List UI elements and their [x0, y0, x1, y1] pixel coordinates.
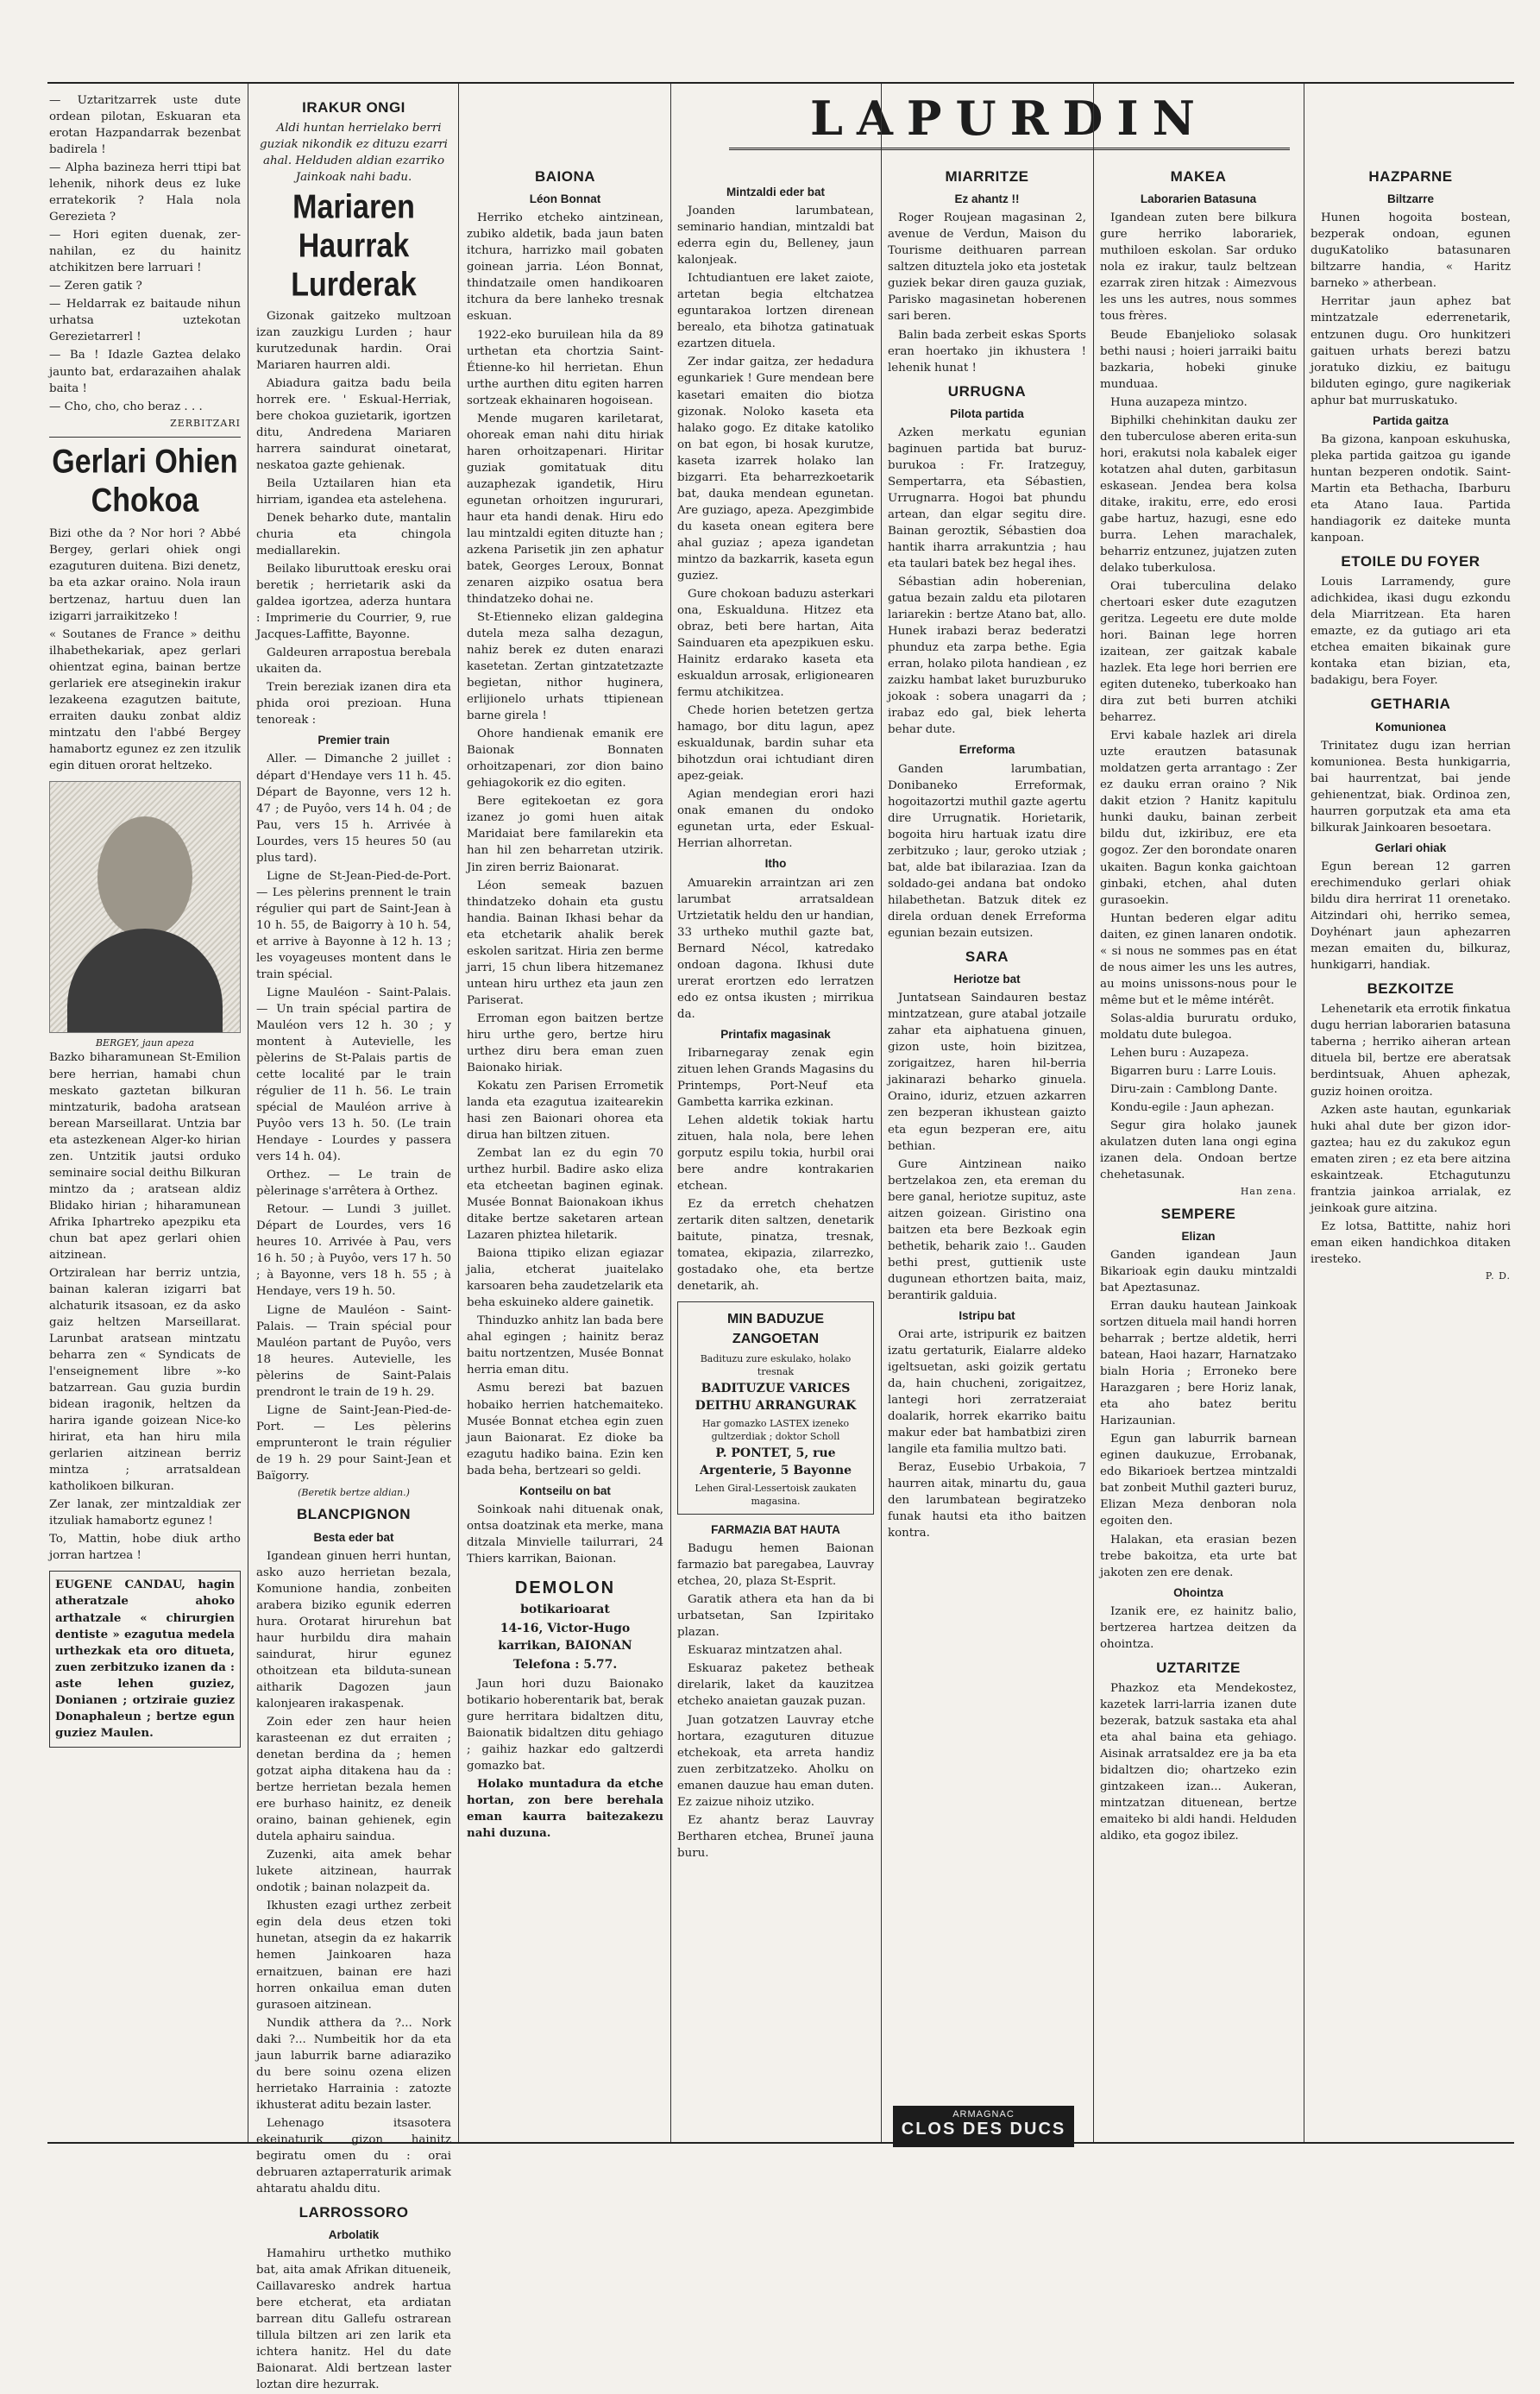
paragraph: Garatik athera eta han da bi urbatsetan, San Izpiritako plazan.: [677, 1593, 874, 1640]
paragraph: Zer indar gaitza, zer hedadura egunkariek ! Gure mendean bere kasetari emaiten dio biotza gizonak. Noloko kaseta eta halako gogo. Ez ditake katoliko on bat egon, bi hosak kurutze, kaseta izarrek holako lan bizgarri. Eta beharrezkoetarik bat, dauka mendean egunetan. Are guziago, apeza. Apezgimbide du kaseta onean egitera bere ahal guziaz ; apeza igandetan mintzo da bazkarrik, kaseta egun guziez.: [677, 356, 874, 583]
paragraph: Ichtudiantuen ere laket zaiote, artetan begia eltchatzea eguntarakoa lortzen direnean berealo, eta bihotza gatinatuak ezartzen dituela.: [677, 272, 874, 351]
paragraph: Ohore handienak emanik ere Baionak Bonnaten orhoitzapenari, zor dion baino gehiagokorik ez dio egiten.: [467, 728, 663, 791]
advert-title: DEMOLON: [514, 1578, 616, 1597]
paragraph: Igandean ginuen herri huntan, asko auzo herrietan bezala, Komunione handia, zonbeiten arabera biziko egunik ederren hura. Orotarat hirurehun bat haur hurbildu dira mahain saindurat, hirur egunez othoitzean eta bilduta-sunean aitharik Dagozen jaun kalonjearen irakaspenak.: [256, 1549, 451, 1711]
paragraph: Hamahiru urthetko muthiko bat, aita amak Afrikan ditueneik, Caillavaresko andrek hartua bere etcherat, eta ardiatan barrean ditu Gallefu ostrarean tillula biltzen ari zen larik eta ichtera hanitz. Hel du date Baionarat. Aldi bertzean laster loztan dire hezurrak.: [256, 2247, 451, 2392]
paragraph: Aller. — Dimanche 2 juillet : départ d'Hendaye vers 11 h. 45. Départ de Bayonne, vers 12 h. 47 ; de Puyôo, vers 14 h. 04 ; de Pau, vers 15 h. Arrivée à Lourdes, vers 15 heures 50 (au plus tard).: [256, 753, 451, 865]
paragraph: Roger Roujean magasinan 2, avenue de Verdun, Maison du Tourisme deithuaren parrean saltzen dituztela joko eta jostetak guziek bekar diren gauza guziak, Parisko magasinetan hoberenen sari beren.: [888, 211, 1086, 324]
advert-phone: Telefona : 5.77.: [512, 1657, 618, 1672]
section-title: SEMPERE: [1160, 1205, 1236, 1222]
column-6: [1100, 161, 1297, 2133]
paragraph: Juntatsean Saindauren bestaz mintzatzean, gure atabal jotzaile zahar eta aiphatuena ginuen, gizon uste, hoin bizitzea, zorigaitzez, haren hil-berria jakinarazi beharko ginuela. Oraino, iduriz, etzuen azkarren zen bezperan ikhustean gaizto eta egun bezperan ere, aitu bethian.: [888, 992, 1086, 1153]
paragraph: Juan gotzatzen Lauvray etche hortara, ezaguturen dituzue etchekoak, eta arreta handiz zuen zerbitzatzeko. Aholku on emanen dauzue hau eman duten. Ez zaizue nihoiz utziko.: [677, 1713, 874, 1809]
paragraph: Hunen hogoita bostean, bezperak ondoan, egunen duguKatoliko batasunaren biltzarre handia, « Haritz barneko » atherbean.: [1311, 211, 1511, 291]
paragraph: Halakan, eta erasian bezen trebe bakoitza, eta urte bat jakoten zen ere denak.: [1100, 1533, 1297, 1579]
paragraph: Chede horien betetzen gertza hamago, bor ditu lagun, apez eskualdunak, bardin suhar eta bihotzdun orai ichtudiant diren apez-geiak.: [677, 704, 874, 784]
paragraph: Ganden igandean Jaun Bikarioak egin dauku mintzaldi bat Apeztasunaz.: [1100, 1248, 1297, 1295]
paragraph: Trein bereziak izanen dira eta phida oroi prezioan. Huna tenoreak :: [256, 681, 451, 728]
paragraph: Holako muntadura da etche hortan, zon bere berehala eman kaurra baitezakezu nahi duzuna.: [467, 1777, 663, 1841]
paragraph: Zembat lan ez du egin 70 urthez hurbil. Badire asko eliza eta etcheetan baginen eginak. Musée Bonnat Baionakoan ikhus ditake bertze saketaren artean Lazaren phiztea hiletarik.: [467, 1147, 663, 1243]
paragraph: St-Etienneko elizan galdegina dutela meza salha dezagun, nahiz berek ez duten enarazi kasetetan. Zertan gintzatetzazte begietan, nithor huginera, erlijionelo urhats ttipienean barne girela !: [467, 611, 663, 723]
advert-title: MIN BADUZUE ZANGOETAN: [727, 1312, 824, 1347]
paragraph: Mende mugaren kariletarat, ohoreak eman nahi ditu hiriak haren orhoitzapenari. Hiritar guziak gomitatuak ditu auzaphezak igandetik, Hiru egunetan orhoitzen ingururari, haur eta handi denak. Hiru edo lau mintzaldi egiten dituzte han ; azkena Parisetik jin zen aphatur batek, Georges Leroux, Bonnat zenaren aizpiko osatua bera thindatzeko dohai ne.: [467, 412, 663, 606]
paragraph: Bizi othe da ? Nor hori ? Abbé Bergey, gerlari ohiek ongi ezaguturen duitena. Bizi denetz, ba eta azkar oraino. Nola iraun bertzenaz, hartuu duen lan izigarri jarraikitzeko !: [49, 527, 241, 623]
paragraph: Léon semeak bazuen thindatzeko dohain eta gustu handia. Bainan Ikhasi behar da eta etchetarik ahalik berek eskolen saritzat. Hiria zen berme jarri, 15 chun libera hitzemanez untean hiru urthez eta jaun zen Pariserat.: [467, 879, 663, 1007]
column-5: [888, 161, 1086, 2133]
paragraph: Bere egitekoetan ez gora izanez jo gomi huen aitak Maridaiat bere familarekin eta han hil zen beharretan utzirik. Jin ziren berriz Baionarat.: [467, 795, 663, 874]
advert-shop: P. PONTET, 5, rue Argenterie, 5 Bayonne: [699, 1446, 852, 1477]
subheading: Léon Bonnat: [529, 192, 601, 206]
section-title: IRAKUR ONGI: [302, 99, 405, 116]
section-title: LARROSSORO: [299, 2203, 409, 2221]
paragraph: Jaun hori duzu Baionako botikario hoberentarik bat, berak gure herritara bidaltzen ditu, Baionatik bidaltzen ditu gehiago ; gaihiz hazkar edo galtzerdi gomazko bat.: [467, 1677, 663, 1773]
paragraph: Lehen aldetik tokiak hartu zituen, hala nola, bere lehen gorputz espilu tokia, hurbil orai bere andre kontrakarien etchean.: [677, 1114, 874, 1194]
paragraph: Egun berean 12 garren erechimenduko gerlari ohiak bildu dira herrirat 11 orenetako. Aitzindari ohi, herriko semea, Doyhénart jaun aphezarren mezan emaiten du, bilkuraz, hunkigarri, handiak.: [1311, 860, 1511, 973]
subheading: Komunionea: [1375, 720, 1446, 734]
paragraph: Ikhusten ezagi urthez zerbeit egin dela deus etzen toki hunetan, atsegin da ez hakarrik hemen Jainkoaren haza ernaitzuen, bainan ere hazi horren onkailua eman duten gurasoen aitzinean.: [256, 1899, 451, 2012]
column-4: [677, 161, 874, 2133]
paragraph: Trinitatez dugu izan herrian komunionea. Besta hunkigarria, bai haurrentzat, bai jende gehienentzat, biak. Ordinoa zen, haurren gorputzak eta ama eta bilkurak Jainkoaren besoetara.: [1311, 739, 1511, 835]
section-title: GETHARIA: [1370, 696, 1451, 713]
subheading: Printafix magasinak: [720, 1027, 831, 1041]
paragraph: Orai tuberculina delako chertoari esker dute ezagutzen geritza. Legeetu ere dute molde hori. Bainan lege horren izaitean, zer gaitzak kabale hazlek. Eta lege hori berrien ere egiten duteneko, tuberkoako han dira zut beti burren atchiki beharrez.: [1100, 579, 1297, 725]
paragraph: Balin bada zerbeit eskas Sports eran hoertako jin ikhustera ! lehenik hunat !: [888, 328, 1086, 375]
paragraph: Huna auzapeza mintzo.: [1110, 395, 1248, 409]
signature: Han zena.: [1240, 1186, 1297, 1198]
column-rule: [670, 84, 671, 2142]
section-title: BAIONA: [534, 168, 596, 185]
paragraph: Ez da erretch chehatzen zertarik diten saltzen, denetarik baitute, pinatza, tresnak, tomatea, ekipazia, zilarrezko, gostadako ohe, eta bertze denetarik, ah.: [677, 1198, 874, 1294]
paragraph: — Cho, cho, cho beraz . . .: [49, 400, 203, 413]
armagnac-logo: [893, 2106, 1074, 2147]
paragraph: Gure Aintzinean naiko bertzelakoa zen, eta ereman du bere ganal, heriotze supituz, aste aitzen goizean. Giristino ona baitzen eta bere Bezkoak egin bethetik, beharik zaio !.. Gauden bethi prest, guttienik uste dugunean ethortzen baita, maiz, berantirik galduia.: [888, 1157, 1086, 1302]
subheading: Elizan: [1181, 1229, 1216, 1243]
dentist-notice: EUGENE CANDAU, hagin atheratzale ahoko arthatzale « chirurgien dentiste » ezagutua medela urthezkak eta oro ditueta, zuen zerbitzuko izanen da : aste lehen guziez, Donianen ; ortziraie guziez Donaphaleun ; bertze egun guziez Maulen.: [49, 1571, 241, 1747]
logo-line: CLOS DES DUCS: [901, 2120, 1066, 2139]
paragraph: Zoin eder zen haur heien karasteenan ez dut erraiten ; denetan berdina da ; hemen gotzat aipha ditakena hau da : bertze herrietan bezala hemen ere burhaso hainitz, ez deneik oraino, bainan gehienek, egin dutela aphairu saindua.: [256, 1716, 451, 1844]
subheading: Heriotze bat: [953, 973, 1021, 986]
paragraph: Zuzenki, aita amek behar lukete aitzinean, haurrak ondotik ; bainan nolazpeit da.: [256, 1849, 451, 1895]
paragraph: Zer lanak, zer mintzaldiak zer itzuliak hamabortz egunez !: [49, 1498, 241, 1528]
section-title: URRUGNA: [947, 382, 1027, 400]
paragraph: Kondu-egile : Jaun aphezan.: [1110, 1100, 1274, 1114]
column-rule: [1093, 84, 1094, 2142]
article-title: Gerlari Ohien Chokoa: [52, 443, 238, 520]
paragraph: — Zeren gatik ?: [49, 280, 142, 293]
paragraph: — Uztaritzarrek uste dute ordean pilotan, Eskuaran eta erotan Hazpandarrak bezenbat badirela !: [49, 94, 241, 157]
paragraph: — Hori egiten duenak, zer-nahilan, ez du hainitz atchikitzen bere larruari !: [49, 229, 241, 275]
paragraph: — Alpha bazineza herri ttipi bat lehenik, nihork deus ez luke erratekorik ? Hala nola Gerezieta ?: [49, 161, 241, 224]
masthead: LAPURDIN: [729, 91, 1290, 150]
paragraph: Erran dauku hautean Jainkoak sortzen dituela mail handi horren beharrak ; bertze aldetik, herri batean, Haoi hazarr, Harnatzako bialn Horia ; Erroneko bere Harazgaren ; bere Horiz lanak, eta aho batez beritu Harizaunian.: [1100, 1300, 1297, 1428]
subheading: Premier train: [317, 734, 390, 747]
column-7: [1311, 161, 1511, 2133]
paragraph: Amuarekin arraintzan ari zen larumbat arratsaldean Urtzietatik heldu den ur handian, 33 urtheko muthil gazte bat, Bernard Nécol, katredako ondoan dagona. Ikhusi dute urerat erortzen edo lerratzen edo ez ontsa ikusten ; mirrikua da.: [677, 876, 874, 1021]
paragraph: To, Mattin, hobe diuk artho jorran hartzea !: [49, 1533, 241, 1563]
paragraph: Retour. — Lundi 3 juillet. Départ de Lourdes, vers 16 heures 10. Arrivée à Pau, vers 16 h. 50 ; à Puyôo, vers 17 h. 50 ; à Bayonne, vers 18 h. 55 ; à Hendaye, vers 19 h. 50.: [256, 1203, 451, 1299]
paragraph: Iribarnegaray zenak egin zituen lehen Grands Magasins du Printemps, Port-Neuf eta Gambetta karrika ezkinan.: [677, 1046, 874, 1110]
column-rule: [881, 84, 882, 2142]
paragraph: Ligne de Saint-Jean-Pied-de-Port. — Les pèlerins emprunteront le train régulier de 19 h. 29 pour Saint-Jean et Baïgorry.: [256, 1403, 451, 1483]
varices-advert: [677, 1301, 874, 1515]
portrait-caption: BERGEY, jaun apeza: [95, 1036, 195, 1049]
paragraph: Solas-aldia bururatu orduko, moldatu dute bulegoa.: [1100, 1011, 1297, 1042]
signature: P. D.: [1485, 1269, 1511, 1282]
paragraph: Agian mendegian erori hazi onak emanen du ondoko egunetan urta, eder Eskual-Herrian alhorretan.: [677, 788, 874, 851]
column-rule: [458, 84, 459, 2142]
advert-headline: BADITUZUE VARICES DEITHU ARRANGURAK: [695, 1382, 857, 1413]
paragraph: Soinkoak nahi dituenak onak, ontsa doatzinak eta merke, mana ditzala Minvielle tailurrari, 24 Thiers karrikan, Baionan.: [467, 1503, 663, 1566]
paragraph: Gizonak gaitzeko multzoan izan zauzkigu Lurden ; haur kurutzedunak hardin. Orai Mariaren haurren aldi.: [256, 309, 451, 372]
paragraph: Lehen buru : Auzapeza.: [1110, 1046, 1249, 1060]
paragraph: Beude Ebanjelioko solasak bethi nausi ; hoieri jarraiki baitu bazkaria, hobeki ginuke munduaa.: [1100, 328, 1297, 391]
subheading: Ohointza: [1173, 1585, 1223, 1599]
subheading: Arbolatik: [328, 2228, 380, 2242]
paragraph: Izanik ere, ez hainitz balio, bertzerea hartzea deitzen da ohointza.: [1100, 1604, 1297, 1651]
section-title: MIARRITZE: [945, 168, 1029, 185]
paragraph: Baiona ttipiko elizan egiazar jalia, etcherat juaitelako karsoaren beha zaudetzelarik eta beha eskuineko aldere gainetik.: [467, 1247, 663, 1310]
paragraph: Ez ahantz beraz Lauvray Bertharen etchea, Bruneï jauna buru.: [677, 1813, 874, 1860]
paragraph: Lehenetarik eta errotik finkatua dugu herrian laborarien batasuna taberna ; herriko aiheran artean dituela bil, bertze ere aberatsak berdintsuak, Ahuen aphezak, guziz hoinen oroitza.: [1311, 1003, 1511, 1099]
subheading: Ez ahantz !!: [954, 192, 1020, 206]
paragraph: Thinduzko anhitz lan bada bere ahal egingen ; hainitz beraz baitu nortzentzen, Musée Bonnat herria eman ditu.: [467, 1314, 663, 1377]
paragraph: Beila Uztailaren hian eta hirriam, igandea eta astelehena.: [256, 476, 451, 507]
logo-line: ARMAGNAC: [952, 2109, 1015, 2120]
subheading: Kontseilu on bat: [519, 1484, 611, 1497]
newspaper-page: [47, 82, 1514, 2392]
paragraph: Orai arte, istripurik ez baitzen izatu gertaturik, Eialarre aldeko igeltsuetan, aski goizik gertatu da, hain chucheni, zorigaitzez, lantegi hori zerratzeraiat doalarik, horrek ekarriko baitu makur eder bat hambatbizi ziren langile eta familia multzo bati.: [888, 1328, 1086, 1457]
paragraph: Ez lotsa, Battitte, nahiz hori eman eiken handichkoa ditaken iresteko.: [1311, 1219, 1511, 1266]
paragraph: — Heldarrak ez baitaude nihun urhatsa uztekotan Gerezietarrerl !: [49, 298, 241, 344]
section-title: HAZPARNE: [1368, 168, 1453, 185]
paragraph: Louis Larramendy, gure adichkidea, ikasi dugu ezkondu dela Miarritzean. Eta haren emazte, ez da gutiago ari eta etchea emaiten bikainak gure kontaka etan bizian, eta, badakigu, bera Foyer.: [1311, 576, 1511, 688]
subheading: Laborarien Batasuna: [1140, 192, 1257, 206]
paragraph: Bigarren buru : Larre Louis.: [1110, 1064, 1277, 1078]
subheading: Pilota partida: [950, 406, 1024, 420]
section-title: SARA: [965, 948, 1009, 965]
paragraph: Beraz, Eusebio Urbakoia, 7 haurren aitak, minartu du, gaua den larumbatean begiratzeko funak hautsi eta itho baitzen kontra.: [888, 1461, 1086, 1540]
quote: Huntan bederen elgar aditu daiten, ez ginen lanaren ondotik. « si nous ne sommes pas en état de nous aimer les uns les autres, au moins unissons-nous pour le même but et le même intérêt.: [1100, 911, 1297, 1007]
paragraph: Ligne de St-Jean-Pied-de-Port. — Les pèlerins prennent le train régulier qui part de Saint-Jean à 10 h. 55, de Baigorry à 10 h. 54, et arrive à Bayonne à 12 h. 13 ; les voyageuses montent dans le train spécial.: [256, 869, 451, 981]
paragraph: Lehenago itsasotera ekeinaturik gizon hainitz begiratu omen du : orai debruaren aztaperraturik arimak ahtaratu ahaldu ditu.: [256, 2116, 451, 2196]
note: (Beretik bertze aldian.): [298, 1486, 410, 1498]
paragraph: Denek beharko dute, mantalin churia eta chingola mediallarekin.: [256, 511, 451, 558]
paragraph: Badugu hemen Baionan farmazio bat paregabea, Lauvray etchea, 20, plaza St-Esprit.: [677, 1542, 874, 1589]
paragraph: Eskuaraz mintzatzen ahal.: [688, 1644, 843, 1658]
advert-text: Badituzu zure eskulako, holako tresnak: [700, 1352, 852, 1378]
paragraph: Ba gizona, kanpoan eskuhuska, pleka partida gaitzoa gu igande huntan bezperen ondotik. Saint-Martin eta Bethacha, Ibarburu eta Atano Iaua. Partida handiagorik ez daiteke munta kanpoan.: [1311, 432, 1511, 545]
paragraph: Ortziralean har berriz untzia, bainan kaleran izigarri bat alchaturik itsasoan, ez da asko gaiz heltzen Marseillarat. Larunbat aratsean mintzatu beharra zen « Syndicats de l'enseignement libre »-ko batzarrean. Gau guzia burdin bidean iragonik, heltzen da harira igande goizean Nice-ko hirirat, eta han hiru mila gerlarien aitzinean berriz mintza ; arratsaldean katholikoen bilkuran.: [49, 1266, 241, 1494]
paragraph: Egun gan laburrik barnean eginen daukuzue, Errobanak, edo Bikarioek bertzea mintzaldi bat zonbeit Muthil gazteri buruz, Elizan Meza denboran nola egoiten den.: [1100, 1433, 1297, 1528]
paragraph: Sébastian adin hoberenian, gatua bezain zaldu eta pilotaren lariarekin : bertze Atano bat, allo. Hunek irabazi beraz bederatzi phunduz eta zarpa bethe. Egia erran, holako pilota handiean , ez zaizku hambat laket buruzburuko jokoak : sobera unagarri da ; irabaz edo gal, biek leherta behar dute.: [888, 576, 1086, 737]
subheading: Gerlari ohiak: [1374, 841, 1447, 854]
section-title: BEZKOITZE: [1367, 980, 1455, 998]
subheading: Partida gaitza: [1373, 413, 1449, 427]
paragraph: Abiadura gaitza badu beila horrek ere. ' Eskual-Herriak, bere chokoa guzietarik, igortzen ditu, Andredena Mariaren harrera saindurat oinetarat, neskatoa gazte gehienak.: [256, 376, 451, 472]
subheading: Erreforma: [959, 743, 1015, 757]
paragraph: Herriko etcheko aintzinean, zubiko aldetik, bada jaun baten itchura, harrizko mail gobaten goinean jarria. Léon Bonnat, thindatzaile omen handikoaren itchura da bere lanheko tresnak eskuan.: [467, 211, 663, 324]
paragraph: Ganden larumbatian, Donibaneko Erreformak, hogoitazortzi muthil gazte agertu dire Urrugnatik. Horietarik, bogoita hiru hartuak izatu dire zerbitzuko ; laur, geroko utziak ; bat, alde bat ibilaraziaa. Izan da soldado-gei andana bat ondoko hilabethetan. Batzuk ditek ez direla orduan denek Erreforma egunian bezain eutsizen.: [888, 762, 1086, 940]
signature: ZERBITZARI: [170, 417, 241, 429]
column-3: [467, 161, 663, 2133]
article-title: Mariaren Haurrak Lurderak: [291, 188, 417, 305]
paragraph: 1922-eko buruilean hila da 89 urthetan eta chortzia Saint-Étienne-ko hil herrietan. Ehun urthe aurthen ditu egiten harren sortzeak ekhainaren hogoisean.: [467, 328, 663, 407]
paragraph: Ervi kabale hazlek ari direla uzte erautzen batasunak moldatzen gerta arrantago : Zer ez dauku erran oraino ? Nik dakit etzion ? Hanitz kapitulu hunki dauku, bainan zerbeit bildu dut, izkiribuz, ere eta gogoz. Zer den borondate onaren ukaiten. Bagun konka gaichtoan ginbaki, etchen, ahal duten gurasoekin.: [1100, 729, 1297, 907]
paragraph: Ligne Mauléon - Saint-Palais. — Un train spécial partira de Mauléon vers 12 h. 30 ; y montent à Autevielle, les pèlerins de St-Palais partis de cette localité par le train régulier de 11 h. 56. Le train spécial de Mauléon arrive à Puyôo vers 13 h. 50. (Le train Hendaye - Lourdes y passera vers 14 h. 04).: [256, 986, 451, 1164]
paragraph: Herritar jaun aphez bat mintzatzale ederrenetarik, entzunen dugu. Oro hunkitzeri gaituen urhats berezi batzu joratuko dizkiu, ez baitugu bilduten egingo, gure nagikeriak aphur bat murruskatuko.: [1311, 295, 1511, 407]
section-lead: Aldi huntan herrielako berri guziak nikondik ez dituzu ezarri ahal. Helduden aldian ezarriko Jainkoak nahi badu.: [260, 122, 448, 185]
paragraph: Azken merkatu egunian baginuen partida bat buruz-burukoa : Fr. Iratzeguy, Sempertarra, eta Sébastien, Urrugnarra. Hogoi bat phundu artean, dan elgar segitu dire. Bainan geroztik, Sébastien doa hantik iharra arrakuntzia ; hau eta taulari batek bez hegal ihes.: [888, 425, 1086, 571]
paragraph: Diru-zain : Camblong Dante.: [1110, 1082, 1278, 1096]
paragraph: Beilako liburuttoak eresku orai beretik ; herrietarik aski da galdea igortzea, aderza huntara : Imprimerie du Courrier, 9, rue Jacques-Laffitte, Bayonne.: [256, 563, 451, 642]
portrait-image: [49, 781, 241, 1033]
paragraph: Azken aste hautan, egunkariak huki ahal dute ber gizon idor-gaztea; hau ez du zakukoz egun ematen ziren ; ez eta bere aitzina eskaintzeak. Etchagutunzu frantzia jainkoa arrialak, ez jeinkoak gure aitzina.: [1311, 1103, 1511, 1215]
paragraph: Eskuaraz paketez betheak direlarik, laket da kauzitzea etcheko anaietan gauzak puzan.: [677, 1662, 874, 1709]
section-title: MAKEA: [1170, 168, 1227, 185]
paragraph: Phazkoz eta Mendekostez, kazetek larri-larria izanen dute bezerak, batzuk sastaka eta ahal eta ahal baina eta gehiago. Aisinak arratsaldez ere ja ba eta bidaltzen dio; ohartzeko ezin gintzakeen izan... Aukeran, mintzatzan dituenean, bertze emaiteko bi aldi handi. Helduden aldiko, eta gogoz ibilez.: [1100, 1681, 1297, 1843]
paragraph: Bazko biharamunean St-Emilion bere herrian, hamabi chun meskato gaztetan bilkuran mintzaturik, badoha aratsean berean Marseillarat. Untzia bar eta astezkenean Alger-ko hirian zen. Untzitik jautsi orduko seminaire social deithu Bilkuran mintzo da ; aratsean aldiz Blidako hirian ; hiharamunean Afrika Iphartreko apezpiku eta chun bat apez gerlari ohien aitzinean.: [49, 1051, 241, 1262]
paragraph: Asmu berezi bat bazuen hobaiko herrien hatchemaiteko. Musée Bonnat etchea egin zuen jaun Baionarat. Ez dioke ba ezagutu hadiko baina. Ezin ken bada beha, bertzeari so geldi.: [467, 1382, 663, 1477]
paragraph: Igandean zuten bere bilkura gure herriko laborariek, muthiloen eskolan. Sar orduko nola ez irakur, taulz beltzean ezarrak ziren hitzak : Aimezvous les uns les autres, nous sommes tous frères.: [1100, 211, 1297, 324]
paragraph: Orthez. — Le train de pèlerinage s'arrêtera à Orthez.: [256, 1169, 451, 1199]
section-title: ETOILE DU FOYER: [1341, 553, 1480, 570]
paragraph: Nundik atthera da ?... Nork daki ?... Numbeitik hor da eta jaun laburrik barne adiaraziko du bere soinu ozena elizen herrietako Harrainia : zatozte ikhusterat aditu bezain laster.: [256, 2016, 451, 2112]
paragraph: Ligne de Mauléon - Saint-Palais. — Train spécial pour Mauléon partant de Puyôo, vers 18 heures. Autevielle, les pèlerins de Saint-Palais prendront le train de 19 h. 29.: [256, 1303, 451, 1399]
advert-subtitle: botikarioarat: [520, 1603, 610, 1617]
paragraph: Galdeuren arrapostua berebala ukaiten da.: [256, 646, 451, 677]
paragraph: Segur gira holako jaunek akulatzen duten lana ongi egina izanen dela. Ondoan bertze chehetasunak.: [1100, 1118, 1297, 1182]
paragraph: — Ba ! Idazle Gaztea delako jaunto bat, erdarazaihen ahalak baita !: [49, 349, 241, 395]
section-title: UZTARITZE: [1156, 1659, 1241, 1676]
column-1: [49, 92, 241, 2133]
paragraph: Erroman egon baitzen bertze hiru urthe gero, bertze hiru urthez diru bera eman zuen Baionako hiriak.: [467, 1011, 663, 1074]
paragraph: Kokatu zen Parisen Errometik landa eta ezagutua izaitearekin hasi zen Baionari ohorea eta dirua han biltzen zituen.: [467, 1079, 663, 1142]
subheading: Istripu bat: [959, 1308, 1015, 1322]
subheading: Itho: [764, 857, 787, 871]
subheading: FARMAZIA BAT HAUTA: [711, 1523, 840, 1537]
advert-text: Lehen Giral-Lessertoisk zaukaten magasina.: [695, 1482, 857, 1508]
subheading: Biltzarre: [1386, 192, 1435, 206]
subheading: Mintzaldi eder bat: [726, 186, 825, 198]
advert-address: 14-16, Victor-Hugo karrikan, BAIONAN: [498, 1622, 632, 1654]
advert-text: Har gomazko LASTEX izeneko gultzerdiak ; doktor Scholl: [701, 1417, 850, 1443]
paragraph: « Soutanes de France » deithu ilhabethekariak, apez gerlari ohientzat egina, bainan bertze gerlariek ere atseginekin irakur lezakeena ezagutzen baitute, erraiten dauku zonbat aldiz mintzatu den l'abbé Bergey hamabortz egunez ez zen itzulik egin dituen ororat heltzeko.: [49, 627, 241, 772]
subheading: Besta eder bat: [313, 1530, 394, 1544]
column-2: [256, 92, 451, 2392]
paragraph: Joanden larumbatean, seminario handian, mintzaldi bat ederra egin du, Belleney, jaun kalonjeak.: [677, 205, 874, 268]
section-title: BLANCPIGNON: [296, 1506, 412, 1523]
paragraph: Gure chokoan baduzu asterkari ona, Eskualduna. Hitzez eta obraz, beti bere hartan, Aita Sainduaren eta apezpikuen esku. Hainitz erdarako kaseta eta eskualdun arrosak, erligionearen fermu atchikitzea.: [677, 587, 874, 700]
paragraph: Biphilki chehinkitan dauku zer den tuberculose aberen erita-sun hori, erakutsi nola kabalek eiger kotatzen ahal duten, garbitasun eskasean. Jendea bera kolsa ditake, irakitu, erre, edo erosi gabe hartuz, hazugi, esne edo burra. Lehen marachalek, beharriz entzunez, jujatzen zuten delako tuberkulosa.: [1100, 413, 1297, 575]
